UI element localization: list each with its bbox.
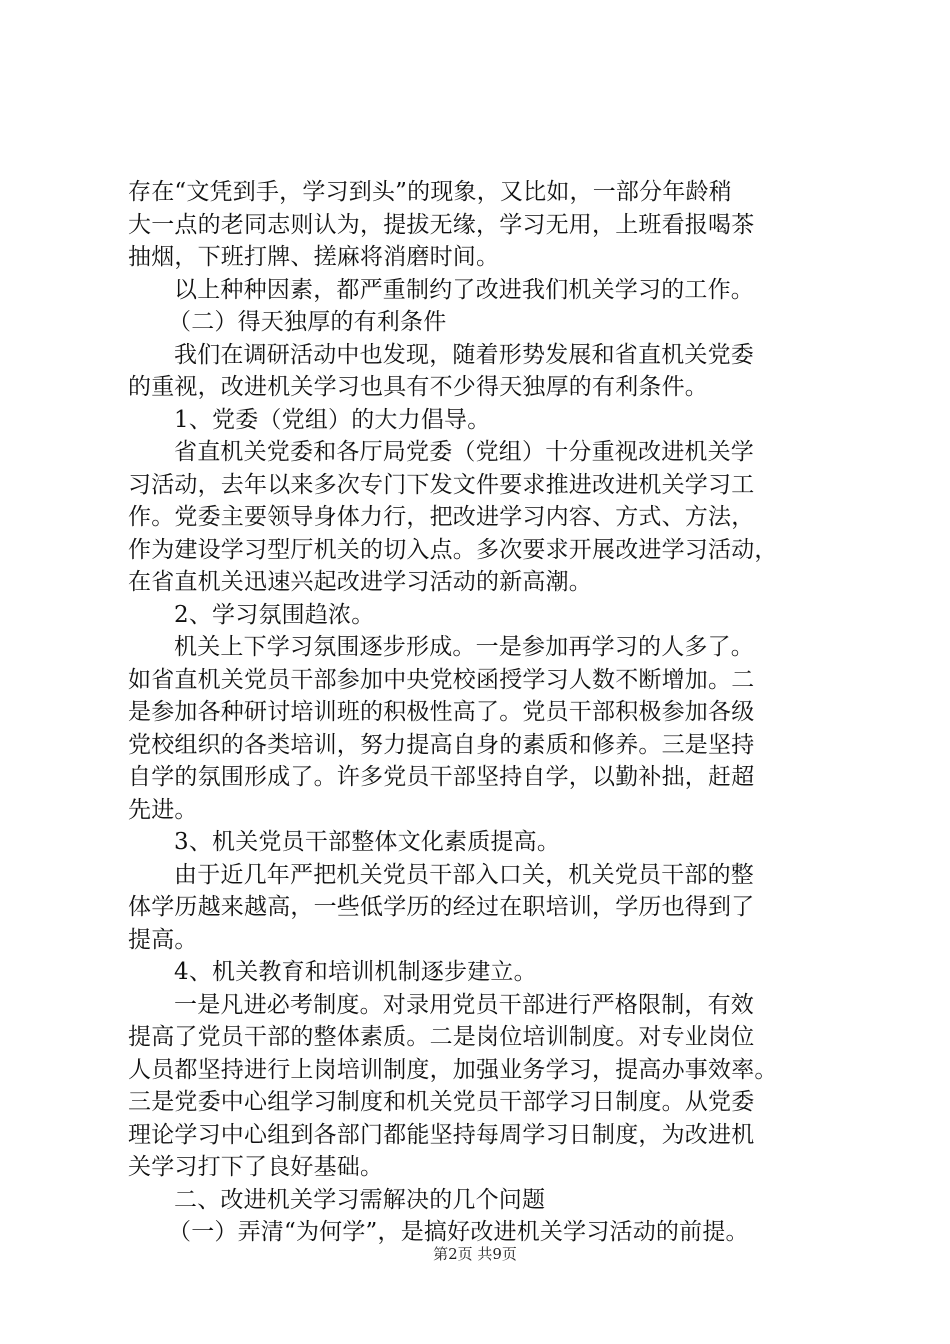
section-heading: 3、机关党员干部整体文化素质提高。	[174, 829, 561, 855]
text-line: 由于近几年严把机关党员干部入口关，机关党员干部的整	[174, 861, 754, 888]
section-heading: （二）得天独厚的有利条件	[168, 309, 447, 335]
section-heading: 1、党委（党组）的大力倡导。	[174, 406, 491, 433]
text-line: 先进。	[128, 796, 198, 823]
text-line: 如省直机关党员干部参加中央党校函授学习人数不断增加。二	[128, 666, 755, 693]
text-line: 理论学习中心组到各部门都能坚持每周学习日制度，为改进机	[128, 1121, 755, 1148]
text-line: 以上种种因素，都严重制约了改进我们机关学习的工作。	[174, 276, 754, 303]
text-line: 一是凡进必考制度。对录用党员干部进行严格限制，有效	[174, 991, 754, 1018]
page-number: 第2页 共9页	[433, 1245, 517, 1263]
text-line: 抽烟，下班打牌、搓麻将消磨时间。	[128, 244, 500, 270]
text-line: 人员都坚持进行上岗培训制度，加强业务学习，提高办事效率。	[128, 1056, 778, 1083]
page-footer	[0, 1244, 950, 1264]
text-line: 提高了党员干部的整体素质。二是岗位培训制度。对专业岗位	[128, 1024, 755, 1050]
text-line: 提高。	[128, 926, 198, 953]
text-line: 大一点的老同志则认为，提拔无缘，学习无用，上班看报喝茶	[128, 211, 755, 238]
text-line: 在省直机关迅速兴起改进学习活动的新高潮。	[128, 569, 592, 595]
text-line: 作为建设学习型厅机关的切入点。多次要求开展改进学习活动，	[128, 536, 778, 563]
text-line: 关学习打下了良好基础。	[128, 1154, 384, 1180]
text-line: 作。党委主要领导身体力行，把改进学习内容、方式、方法，	[128, 504, 755, 530]
text-line: 习活动，去年以来多次专门下发文件要求推进改进机关学习工	[128, 471, 755, 498]
section-heading: 二、改进机关学习需解决的几个问题	[174, 1186, 546, 1213]
text-line: 机关上下学习氛围逐步形成。一是参加再学习的人多了。	[174, 634, 754, 660]
text-line: 党校组织的各类培训，努力提高自身的素质和修养。三是坚持	[128, 731, 755, 758]
document-body	[128, 176, 848, 1249]
text-line: 存在“文凭到手，学习到头”的现象，又比如，一部分年龄稍	[128, 179, 732, 205]
text-line: 体学历越来越高，一些低学历的经过在职培训，学历也得到了	[128, 894, 755, 920]
text-line: 省直机关党委和各厅局党委（党组）十分重视改进机关学	[174, 439, 754, 465]
text-line: 是参加各种研讨培训班的积极性高了。党员干部积极参加各级	[128, 699, 755, 725]
section-heading: （一）弄清“为何学”，是搞好改进机关学习活动的前提。	[168, 1219, 749, 1245]
text-line: 的重视，改进机关学习也具有不少得天独厚的有利条件。	[128, 374, 708, 400]
text-line: 三是党委中心组学习制度和机关党员干部学习日制度。从党委	[128, 1089, 755, 1115]
text-line: 自学的氛围形成了。许多党员干部坚持自学，以勤补拙，赶超	[128, 764, 755, 790]
text-line: 我们在调研活动中也发现，随着形势发展和省直机关党委	[174, 341, 754, 368]
section-heading: 4、机关教育和培训机制逐步建立。	[174, 959, 537, 985]
section-heading: 2、学习氛围趋浓。	[174, 601, 375, 628]
